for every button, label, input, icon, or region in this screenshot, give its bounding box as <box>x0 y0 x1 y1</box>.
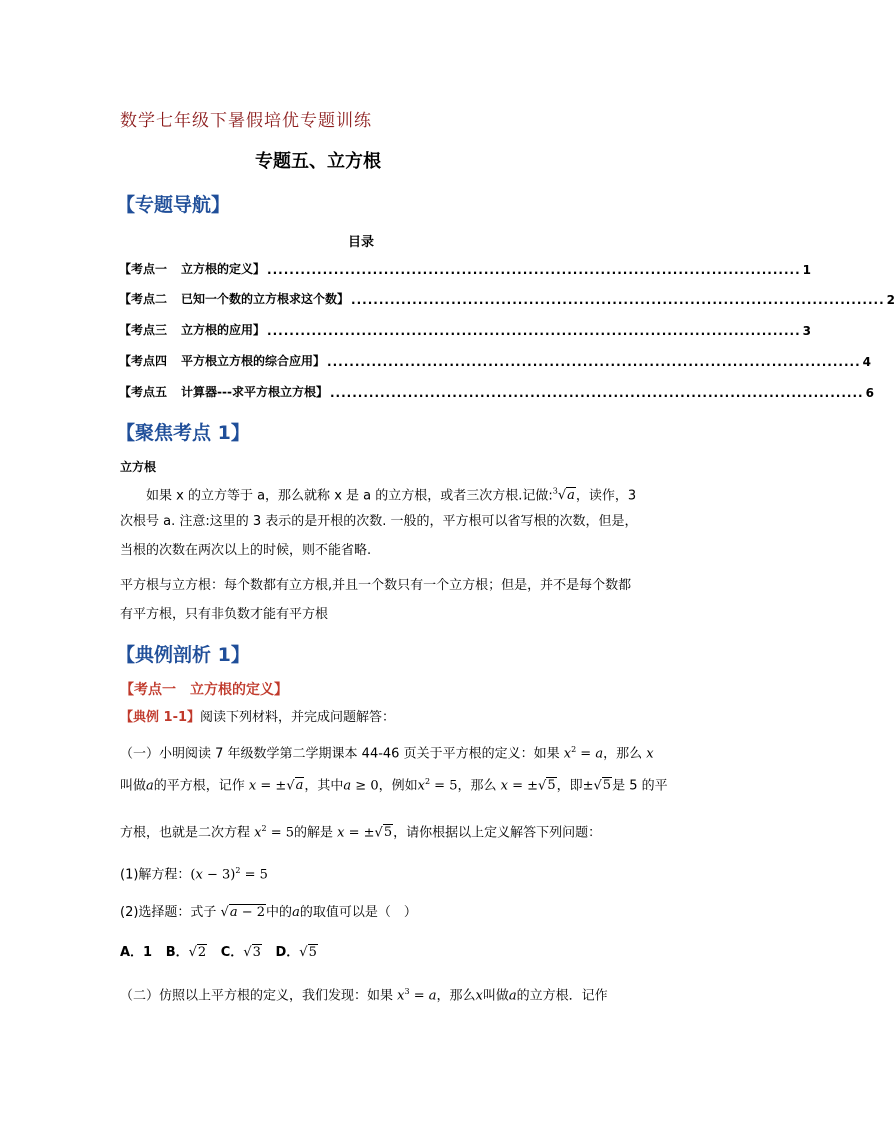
toc-leader: ................................................................................................ <box>267 324 801 338</box>
question-1: (1)解方程：$(x - 3)^2 = 5$ <box>120 866 268 883</box>
toc-leader: ................................................................................................ <box>351 293 885 307</box>
toc-leader: ................................................................................................ <box>329 386 864 400</box>
cube-root-notation: $^3$√a <box>552 487 575 504</box>
focus-para1-line2: 次根号 a. 注意:这里的 3 表示的是开根的次数. 一般的，平方根可以省写根的次数，但是， <box>120 514 638 529</box>
part1-line2: 叫做a的平方根，记作 x = ±√a，其中a ≥ 0，例如$x^2 = 5$，那么 x = ±√5，即±√5是 5 的平 <box>120 777 668 794</box>
example-intro: 【典例 1-1】阅读下列材料，并完成问题解答： <box>120 710 396 725</box>
toc-text: 立方根的定义】 <box>181 262 266 276</box>
choice-a[interactable]: A．1 <box>120 945 153 960</box>
choices <box>120 943 318 963</box>
toc-page: 6 <box>865 386 874 400</box>
toc-label: 【考点三 <box>119 323 168 337</box>
nav-heading: 【专题导航】 <box>116 194 231 216</box>
point-heading: 【考点一 立方根的定义】 <box>120 682 288 698</box>
focus-para2-line1: 平方根与立方根：每个数都有立方根,并且一个数只有一个立方根；但是，并不是每个数都 <box>120 578 632 593</box>
part1-line1: （一）小明阅读 7 年级数学第二学期课本 44-46 页关于平方根的定义：如果 $x^2 = a$，那么 x <box>120 745 654 762</box>
focus-para2-line2: 有平方根，只有非负数才能有平方根 <box>120 607 329 622</box>
toc-text: 平方根立方根的综合应用】 <box>181 354 326 368</box>
toc-page: 4 <box>862 355 872 369</box>
choice-d[interactable]: D．√5 <box>275 945 317 960</box>
toc-label: 【考点二 <box>119 292 168 306</box>
toc-item-2[interactable] <box>119 289 895 307</box>
toc-label: 【考点一 <box>119 262 168 276</box>
part1-line3: 方根，也就是二次方程 $x^2 = 5$的解是 x = ±√5，请你根据以上定义解答下列问题： <box>120 824 602 841</box>
choice-b[interactable]: B．√2 <box>165 945 207 960</box>
series-title: 数学七年级下暑假培优专题训练 <box>120 111 372 131</box>
choice-c[interactable]: C．√3 <box>220 945 261 960</box>
toc-item-3[interactable] <box>119 320 812 338</box>
toc-text: 计算器---求平方根立方根】 <box>181 385 328 399</box>
focus-para1-line1: 如果 x 的立方等于 a，那么就称 x 是 a 的立方根，或者三次方根.记做:$^3$√a，读作，3 <box>146 487 637 504</box>
toc-text: 立方根的应用】 <box>181 323 266 337</box>
question-2: (2)选择题：式子 √a − 2中的a的取值可以是（ ） <box>120 905 417 920</box>
toc-page: 1 <box>802 263 812 277</box>
toc-label: 【考点四 <box>119 354 168 368</box>
example-heading: 【典例剖析 1】 <box>116 644 250 666</box>
toc-item-4[interactable] <box>119 351 872 369</box>
part2-line1: （二）仿照以上平方根的定义，我们发现：如果 $x^3 = a$，那么x叫做a的立方根．记作 <box>120 987 608 1004</box>
toc-item-1[interactable] <box>119 259 812 277</box>
toc-page: 3 <box>802 324 812 338</box>
toc-leader: ................................................................................................ <box>327 355 861 369</box>
focus-heading: 【聚焦考点 1】 <box>116 422 250 444</box>
focus-para1-line3: 当根的次数在两次以上的时候，则不能省略. <box>120 543 372 558</box>
toc-label: 【考点五 <box>119 385 168 399</box>
toc-page: 2 <box>886 293 895 307</box>
topic-title: 专题五、立方根 <box>255 151 381 172</box>
toc-leader: ................................................................................................ <box>267 263 801 277</box>
toc-title: 目录 <box>348 235 375 250</box>
example-label: 【典例 1-1】 <box>120 710 201 725</box>
focus-subheading: 立方根 <box>120 460 157 474</box>
toc-item-5[interactable] <box>119 382 874 400</box>
toc-text: 已知一个数的立方根求这个数】 <box>181 292 350 306</box>
